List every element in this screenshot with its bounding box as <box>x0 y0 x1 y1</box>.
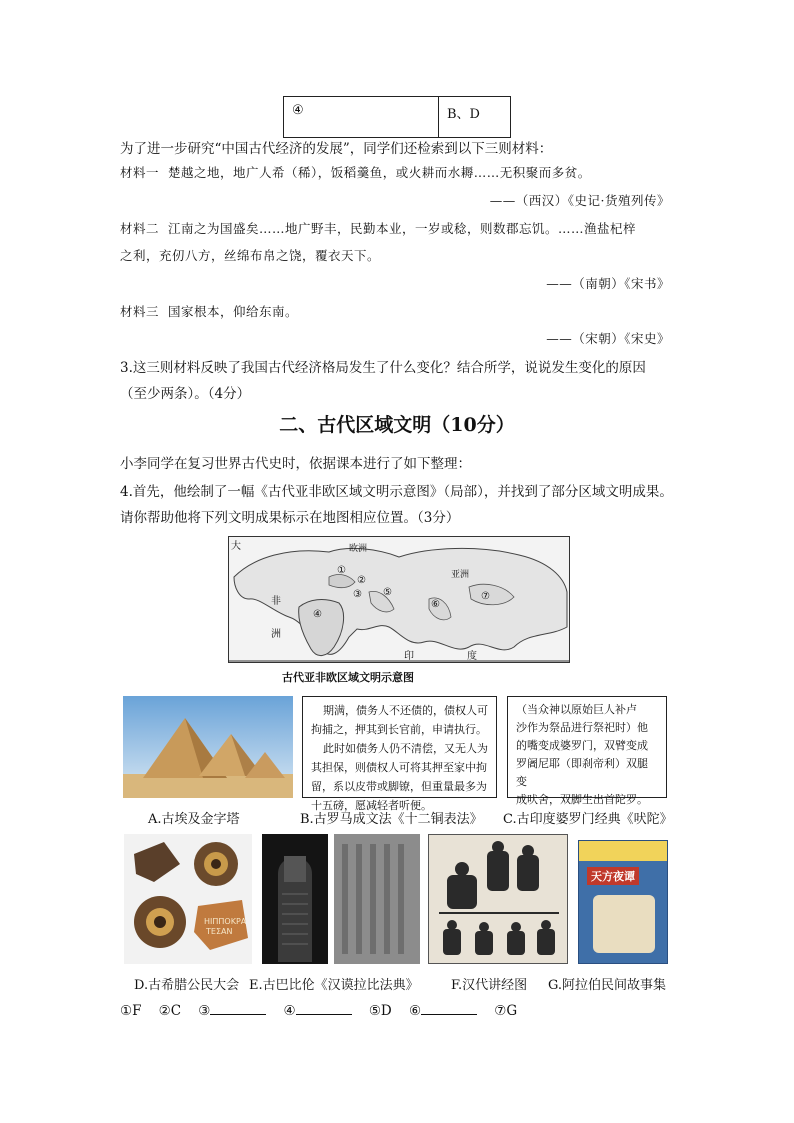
caption-e: E.古巴比伦《汉谟拉比法典》 <box>249 978 419 993</box>
map-marker-5: ⑤ <box>383 587 392 598</box>
caption-d: D.古希腊公民大会 <box>134 978 240 993</box>
caption-f: F.汉代讲经图 <box>451 978 528 993</box>
answer-1: ①F <box>120 1003 142 1019</box>
section-intro: 小李同学在复习世界古代史时，依据课本进行了如下整理： <box>120 456 471 472</box>
text-b-line-3: 此时如债务人仍不清偿，又无人为 <box>323 742 488 755</box>
text-b-line-4: 其担保，则债权人可将其押至家中拘 <box>311 761 487 774</box>
answer-3: ③ <box>198 1003 211 1019</box>
stone-rubbing-image <box>334 834 420 964</box>
text-b-line-2: 拘捕之，押其到长官前，申请执行。 <box>311 723 487 736</box>
material-2-source: ——（南朝）《宋书》 <box>546 276 670 291</box>
map-label-big: 大 <box>231 541 241 552</box>
material-2 <box>120 219 636 237</box>
han-lecture-image <box>428 834 568 964</box>
question-4-line2: 请你帮助他将下列文明成果标示在地图相应位置。（3分） <box>120 510 460 526</box>
map-caption: 古代亚非欧区域文明示意图 <box>282 671 414 684</box>
map-label-ocean-1: 印 <box>404 651 414 662</box>
pyramids-image <box>123 696 293 798</box>
intro-text: 为了进一步研究“中国古代经济的发展”，同学们还检索到以下三则材料： <box>120 141 553 157</box>
caption-g: G.阿拉伯民间故事集 <box>548 978 667 993</box>
question-3-line1: 3.这三则材料反映了我国古代经济格局发生了什么变化？结合所学，说说发生变化的原因 <box>120 360 646 376</box>
answer-3-blank[interactable] <box>210 1002 266 1015</box>
answer-table <box>283 96 511 138</box>
material-2-text-line2: 之利，充仞八方，丝绵布帛之饶，覆衣天下。 <box>120 248 381 263</box>
answer-7: ⑦G <box>494 1003 518 1019</box>
material-3-label: 材料三 <box>120 304 160 319</box>
map-marker-2: ② <box>357 575 366 586</box>
text-c-line-3: 的嘴变成婆罗门，双臂变成 <box>516 739 648 752</box>
caption-c: C.古印度婆罗门经典《吠陀》 <box>503 812 673 827</box>
svg-text:ΤΕΣΑΝ: ΤΕΣΑΝ <box>206 927 233 936</box>
map-marker-7: ⑦ <box>481 591 490 602</box>
section-title: 二、古代区域文明（10分） <box>279 414 515 436</box>
text-c-line-1: （当众神以原始巨人补卢 <box>516 703 637 716</box>
answer-cell-letters: B、D <box>439 97 511 138</box>
answers-row <box>120 1002 517 1019</box>
map-label-asia: 亚洲 <box>451 570 470 580</box>
answer-cell-number: ④ <box>284 97 439 138</box>
material-1-source: ——（西汉）《史记·货殖列传》 <box>489 193 670 208</box>
material-2-text-line1: 江南之为国盛矣……地广野丰，民勤本业，一岁或稔，则数郡忘饥。……渔盐杞梓 <box>167 221 636 236</box>
answer-2: ②C <box>158 1003 182 1019</box>
answer-4: ④ <box>283 1003 296 1019</box>
caption-b: B.古罗马成文法《十二铜表法》 <box>300 812 483 827</box>
hammurabi-code-image <box>262 834 328 964</box>
map-label-ocean-2: 度 <box>467 651 477 662</box>
arabian-nights-book-image <box>578 840 668 964</box>
map-marker-6: ⑥ <box>431 599 440 610</box>
text-c-line-2: 沙作为祭品进行祭祀时）他 <box>516 721 648 734</box>
answer-4-blank[interactable] <box>296 1002 352 1015</box>
text-c-line-4: 罗阇尼耶（即刹帝利）双腿变 <box>516 757 648 788</box>
civilization-map <box>228 536 570 663</box>
svg-text:ΗΙΠΠΟΚΡΑ: ΗΙΠΠΟΚΡΑ <box>204 917 247 926</box>
caption-a: A.古埃及金字塔 <box>148 812 240 827</box>
twelve-tables-text <box>302 696 497 812</box>
material-1 <box>120 163 591 181</box>
material-1-label: 材料一 <box>120 165 160 180</box>
vedas-text <box>507 696 667 806</box>
ostraca-image <box>124 834 252 964</box>
map-label-africa-2: 洲 <box>271 629 281 640</box>
map-label-europe: 欧洲 <box>349 544 368 554</box>
text-b-line-1: 期满，债务人不还债的，债权人可 <box>323 704 488 717</box>
map-marker-4: ④ <box>313 609 322 620</box>
material-1-text: 楚越之地，地广人希（稀），饭稻羹鱼，或火耕而水耨……无积聚而多贫。 <box>167 165 591 180</box>
material-3-text: 国家根本，仰给东南。 <box>167 304 298 319</box>
map-marker-1: ① <box>337 565 346 576</box>
material-2-label: 材料二 <box>120 221 160 236</box>
question-4-line1: 4.首先，他绘制了一幅《古代亚非欧区域文明示意图》（局部），并找到了部分区域文明成果。 <box>120 484 673 500</box>
map-marker-3: ③ <box>353 589 362 600</box>
material-3-source: ——（宋朝）《宋史》 <box>546 331 670 346</box>
text-c-line-5: 成吠舍，双脚生出首陀罗。 <box>516 793 648 806</box>
map-label-africa-1: 非 <box>271 596 281 607</box>
text-b-line-6: 十五磅，愿减轻者听便。 <box>311 799 432 812</box>
material-3 <box>120 302 298 320</box>
text-b-line-5: 留，系以皮带或脚镣，但重量最多为 <box>311 780 487 793</box>
answer-6: ⑥ <box>408 1003 422 1019</box>
answer-5: ⑤D <box>368 1003 392 1019</box>
book-title: 天方夜谭 <box>587 867 639 885</box>
question-3-line2: （至少两条）。（4分） <box>120 386 251 402</box>
answer-6-blank[interactable] <box>421 1002 477 1015</box>
